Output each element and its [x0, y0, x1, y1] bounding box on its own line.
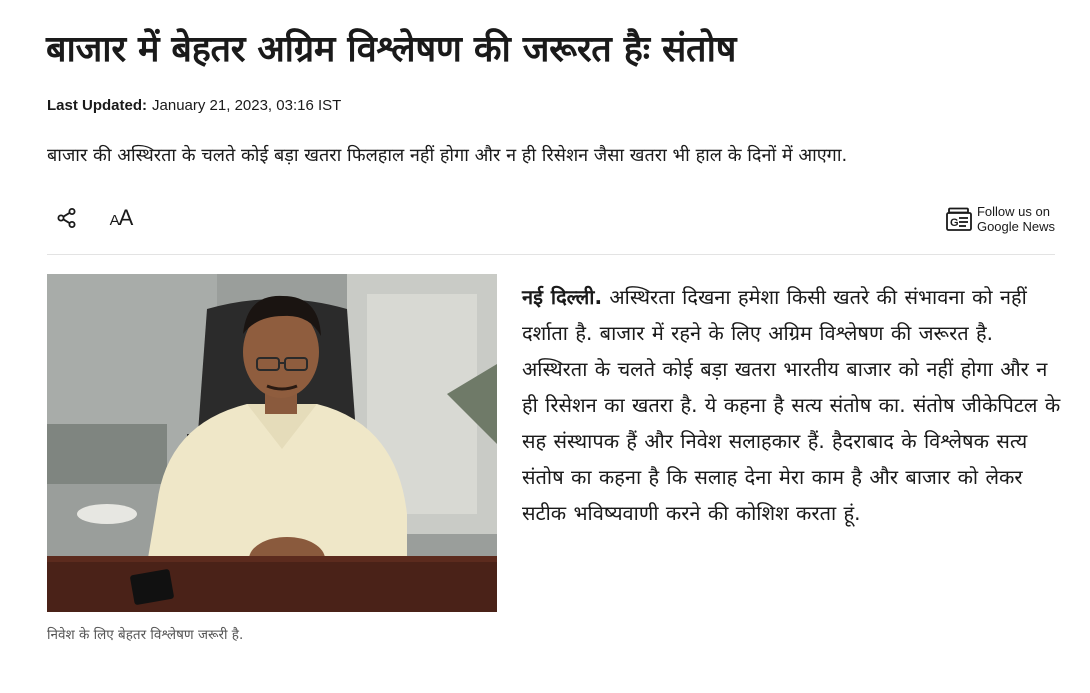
article-photo: [47, 274, 497, 612]
article-dateline: नई दिल्ली.: [522, 285, 603, 309]
article-body: [522, 279, 1062, 531]
font-size-button[interactable]: [103, 202, 139, 234]
share-icon: [55, 206, 79, 230]
last-updated: [47, 96, 341, 116]
google-news-icon: [945, 205, 973, 233]
svg-text:G: G: [949, 217, 959, 229]
article-headline: बाजार में बेहतर अग्रिम विश्लेषण की जरूरत हैः संतोष: [46, 29, 737, 70]
article-summary: बाजार की अस्थिरता के चलते कोई बड़ा खतरा फिलहाल नहीं होगा और न ही रिसेशन जैसा खतरा भी हाल के दिनों में आएगा.: [47, 145, 848, 166]
image-caption: निवेश के लिए बेहतर विश्लेषण जरूरी है.: [47, 627, 244, 643]
divider: [47, 254, 1055, 255]
article-toolbar: [47, 198, 1055, 238]
article-body-text: अस्थिरता दिखना हमेशा किसी खतरे की संभावना को नहीं दर्शाता है. बाजार में रहने के लिए अग्रिम विश्लेषण की जरूरत है. अस्थिरता के चलते कोई बड़ा खतरा भारतीय बाजार को नहीं होगा और न ही रिसेशन का खतरा है. ये कहना है सत्य संतोष का. संतोष जीकेपिटल के सह संस्थापक हैं और निवेश सलाहकार हैं. हैदराबाद के विश्लेषक सत्य संतोष का कहना है कि सलाह देना मेरा काम है और बाजार को लेकर सटीक भविष्यवाणी करने की कोशिश करता हूं.: [522, 285, 1061, 525]
font-size-icon: AA: [109, 205, 133, 230]
share-button[interactable]: [49, 202, 85, 234]
last-updated-value: January 21, 2023, 03:16 IST: [152, 97, 342, 114]
follow-google-news[interactable]: [945, 202, 1055, 236]
last-updated-label: Last Updated:: [47, 97, 148, 114]
follow-line-2: Google News: [976, 219, 1055, 234]
follow-line-1: Follow us on: [976, 204, 1050, 219]
